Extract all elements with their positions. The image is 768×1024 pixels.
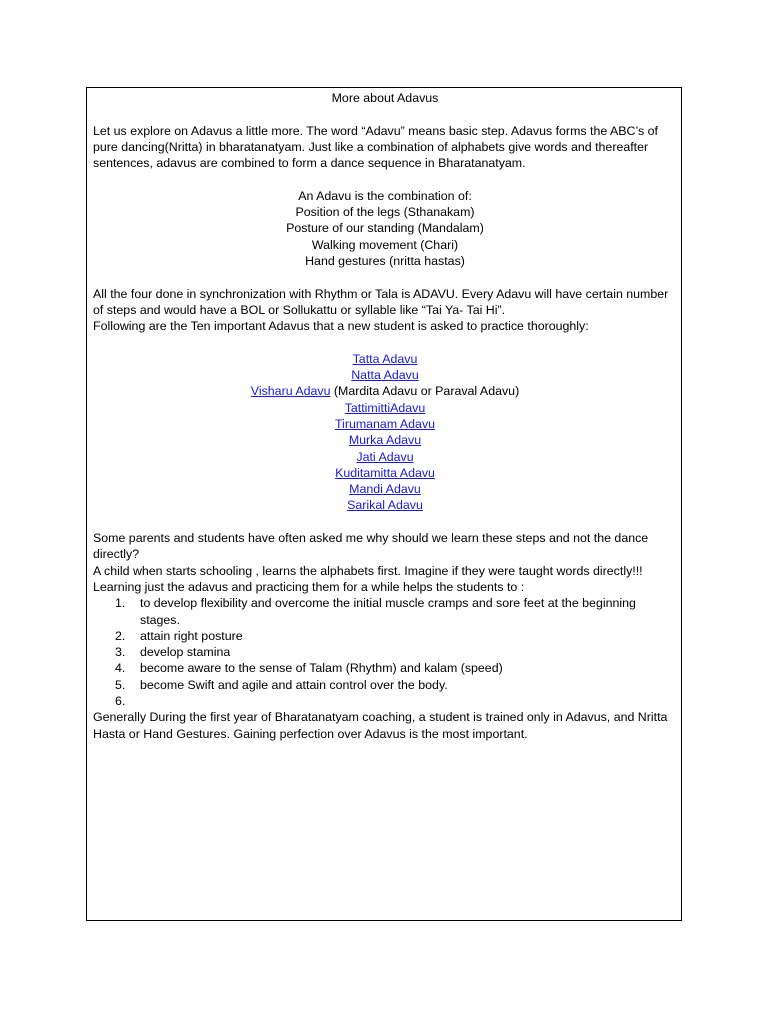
adavu-link[interactable]: Visharu Adavu — [250, 384, 331, 399]
adavu-link[interactable]: Jati Adavu — [356, 449, 414, 464]
following-paragraph: Following are the Ten important Adavus that a new student is asked to practice thoroughly: — [93, 319, 589, 334]
adavu-note: (Mardita Adavu or Paraval Adavu) — [330, 384, 520, 399]
adavu-link[interactable]: Murka Adavu — [348, 433, 422, 448]
adavu-link[interactable]: TattimittiAdavu — [344, 400, 426, 415]
benefits-list — [93, 595, 677, 709]
sync-paragraph: All the four done in synchronization with Rhythm or Tala is ADAVU. Every Adavu will have certain number of steps and would have a BOL or Sollukattu or syllable like “Tai Ya- Tai Hi”. — [93, 286, 669, 317]
combination-item: Walking movement (Chari) — [311, 237, 459, 252]
closing-paragraph: Generally During the first year of Bharatanatyam coaching, a student is trained only in Adavus, and Nritta Hasta or Hand Gestures. Gaining perfection over Adavus is the most important. — [93, 710, 668, 741]
list-item: 1. to develop flexibility and overcome the initial muscle cramps and sore feet at the beginning stages. — [115, 596, 636, 627]
combination-block — [93, 188, 677, 269]
child-paragraph: A child when starts schooling , learns the alphabets first. Imagine if they were taught words directly!!! — [93, 563, 643, 578]
combination-item: Posture of our standing (Mandalam) — [286, 221, 484, 236]
list-item: 4. become aware to the sense of Talam (Rhythm) and kalam (speed) — [115, 661, 503, 676]
list-item: 2. attain right posture — [115, 628, 243, 643]
page-title: More about Adavus — [331, 91, 439, 105]
adavu-link[interactable]: Natta Adavu — [351, 368, 419, 383]
adavu-link[interactable]: Kuditamitta Adavu — [335, 465, 435, 480]
list-item: 3. develop stamina — [115, 645, 231, 660]
adavu-link[interactable]: Mandi Adavu — [349, 482, 421, 497]
adavu-link[interactable]: Sarikal Adavu — [347, 498, 423, 513]
document-content — [93, 90, 677, 742]
combination-item: Hand gestures (nritta hastas) — [305, 253, 465, 268]
learning-paragraph: Learning just the adavus and practicing them for a while helps the students to : — [93, 579, 525, 594]
combination-heading: An Adavu is the combination of: — [298, 188, 472, 203]
adavu-link[interactable]: Tirumanam Adavu — [334, 416, 436, 431]
list-item: 6. — [115, 693, 126, 708]
list-item: 5. become Swift and agile and attain control over the body. — [115, 677, 448, 692]
document-page-frame — [86, 87, 682, 921]
adavu-link-list — [93, 351, 677, 514]
parents-paragraph: Some parents and students have often asked me why should we learn these steps and not the dance directly? — [93, 531, 649, 562]
combination-item: Position of the legs (Sthanakam) — [295, 205, 475, 220]
adavu-link[interactable]: Tatta Adavu — [352, 351, 418, 366]
intro-paragraph: Let us explore on Adavus a little more. The word “Adavu” means basic step. Adavus forms the ABC’s of pure dancing(Nritta) in bharatanatyam. Just like a combination of alphabets give words and thereafter sentences, adavus are combined to form a dance sequence in Bharatanatyam. — [93, 123, 658, 171]
